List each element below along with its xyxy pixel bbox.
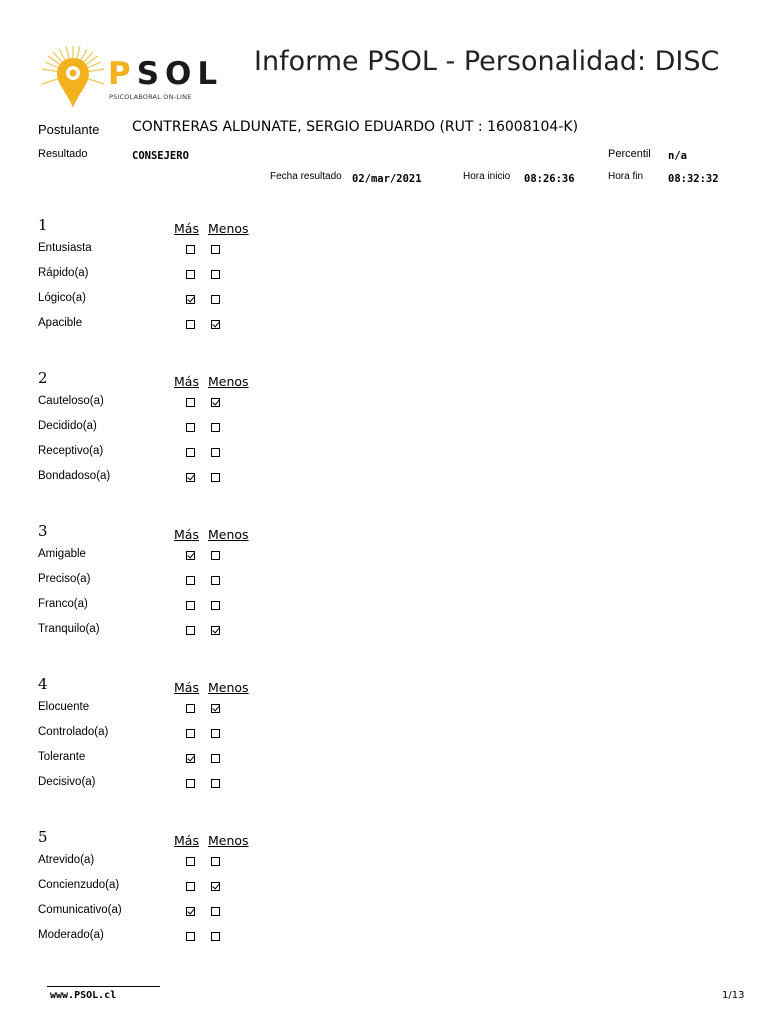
- column-header-more: Más: [174, 374, 199, 389]
- option-label: Comunicativo(a): [38, 904, 122, 916]
- checkbox-more[interactable]: [186, 576, 195, 585]
- checkbox-more[interactable]: [186, 932, 195, 941]
- date-value: 02/mar/2021: [352, 173, 422, 185]
- question-number: 3: [38, 522, 48, 540]
- footer-divider: [47, 986, 160, 987]
- end-time-value: 08:32:32: [668, 173, 719, 185]
- column-header-more: Más: [174, 221, 199, 236]
- option-label: Moderado(a): [38, 929, 104, 941]
- checkbox-less[interactable]: [211, 907, 220, 916]
- checkbox-more[interactable]: [186, 704, 195, 713]
- checkbox-less[interactable]: [211, 576, 220, 585]
- column-header-less: Menos: [208, 527, 249, 542]
- column-header-less: Menos: [208, 680, 249, 695]
- option-label: Apacible: [38, 317, 83, 329]
- checkbox-more[interactable]: [186, 245, 195, 254]
- checkbox-less[interactable]: [211, 423, 220, 432]
- result-value: CONSEJERO: [132, 150, 189, 162]
- option-label: Franco(a): [38, 598, 88, 610]
- checkbox-less[interactable]: [211, 729, 220, 738]
- column-header-more: Más: [174, 833, 199, 848]
- checkbox-less[interactable]: [211, 626, 220, 635]
- checkbox-less[interactable]: [211, 270, 220, 279]
- column-header-more: Más: [174, 527, 199, 542]
- start-time-value: 08:26:36: [524, 173, 575, 185]
- checkbox-less[interactable]: [211, 932, 220, 941]
- option-label: Decisivo(a): [38, 776, 96, 788]
- checkbox-less[interactable]: [211, 882, 220, 891]
- sun-pin-icon: [38, 44, 108, 116]
- checkbox-more[interactable]: [186, 882, 195, 891]
- checkbox-more[interactable]: [186, 601, 195, 610]
- checkbox-more[interactable]: [186, 729, 195, 738]
- checkbox-less[interactable]: [211, 295, 220, 304]
- option-label: Tolerante: [38, 751, 86, 763]
- option-label: Bondadoso(a): [38, 470, 111, 482]
- checkbox-less[interactable]: [211, 473, 220, 482]
- option-label: Rápido(a): [38, 267, 89, 279]
- checkbox-more[interactable]: [186, 857, 195, 866]
- option-label: Tranquilo(a): [38, 623, 100, 635]
- option-label: Decidido(a): [38, 420, 97, 432]
- checkbox-more[interactable]: [186, 779, 195, 788]
- start-time-label: Hora inicio: [463, 171, 511, 182]
- question-number: 1: [38, 216, 48, 234]
- question-number: 4: [38, 675, 48, 693]
- checkbox-less[interactable]: [211, 320, 220, 329]
- page-number: 1/13: [722, 990, 745, 1001]
- checkbox-more[interactable]: [186, 423, 195, 432]
- applicant-value: CONTRERAS ALDUNATE, SERGIO EDUARDO (RUT : 16008104-K): [132, 119, 579, 135]
- checkbox-more[interactable]: [186, 626, 195, 635]
- option-label: Controlado(a): [38, 726, 109, 738]
- applicant-label: Postulante: [38, 122, 100, 137]
- checkbox-less[interactable]: [211, 245, 220, 254]
- checkbox-less[interactable]: [211, 857, 220, 866]
- checkbox-more[interactable]: [186, 270, 195, 279]
- checkbox-more[interactable]: [186, 473, 195, 482]
- column-header-less: Menos: [208, 374, 249, 389]
- question-number: 5: [38, 828, 48, 846]
- option-label: Lógico(a): [38, 292, 86, 304]
- checkbox-more[interactable]: [186, 907, 195, 916]
- checkbox-more[interactable]: [186, 551, 195, 560]
- footer-url: www.PSOL.cl: [50, 990, 117, 1001]
- result-label: Resultado: [38, 148, 88, 160]
- checkbox-more[interactable]: [186, 448, 195, 457]
- checkbox-more[interactable]: [186, 320, 195, 329]
- date-label: Fecha resultado: [270, 171, 342, 182]
- checkbox-more[interactable]: [186, 754, 195, 763]
- checkbox-less[interactable]: [211, 448, 220, 457]
- option-label: Concienzudo(a): [38, 879, 120, 891]
- option-label: Cauteloso(a): [38, 395, 104, 407]
- column-header-more: Más: [174, 680, 199, 695]
- checkbox-less[interactable]: [211, 551, 220, 560]
- column-header-less: Menos: [208, 833, 249, 848]
- logo-subtitle: PSICOLABORAL ON-LINE: [109, 93, 192, 101]
- logo-wordmark-p: P: [108, 56, 137, 92]
- end-time-label: Hora fin: [608, 171, 644, 182]
- option-label: Atrevido(a): [38, 854, 95, 866]
- checkbox-less[interactable]: [211, 601, 220, 610]
- logo-wordmark: PSOL: [108, 56, 224, 92]
- page-title: Informe PSOL - Personalidad: DISC: [254, 46, 720, 77]
- option-label: Amigable: [38, 548, 86, 560]
- checkbox-more[interactable]: [186, 398, 195, 407]
- option-label: Receptivo(a): [38, 445, 104, 457]
- percentile-value: n/a: [668, 150, 687, 162]
- option-label: Elocuente: [38, 701, 90, 713]
- checkbox-less[interactable]: [211, 779, 220, 788]
- checkbox-more[interactable]: [186, 295, 195, 304]
- question-number: 2: [38, 369, 48, 387]
- checkbox-less[interactable]: [211, 704, 220, 713]
- option-label: Entusiasta: [38, 242, 92, 254]
- checkbox-less[interactable]: [211, 398, 220, 407]
- option-label: Preciso(a): [38, 573, 91, 585]
- psol-logo: [38, 44, 224, 116]
- percentile-label: Percentil: [608, 148, 651, 160]
- checkbox-less[interactable]: [211, 754, 220, 763]
- column-header-less: Menos: [208, 221, 249, 236]
